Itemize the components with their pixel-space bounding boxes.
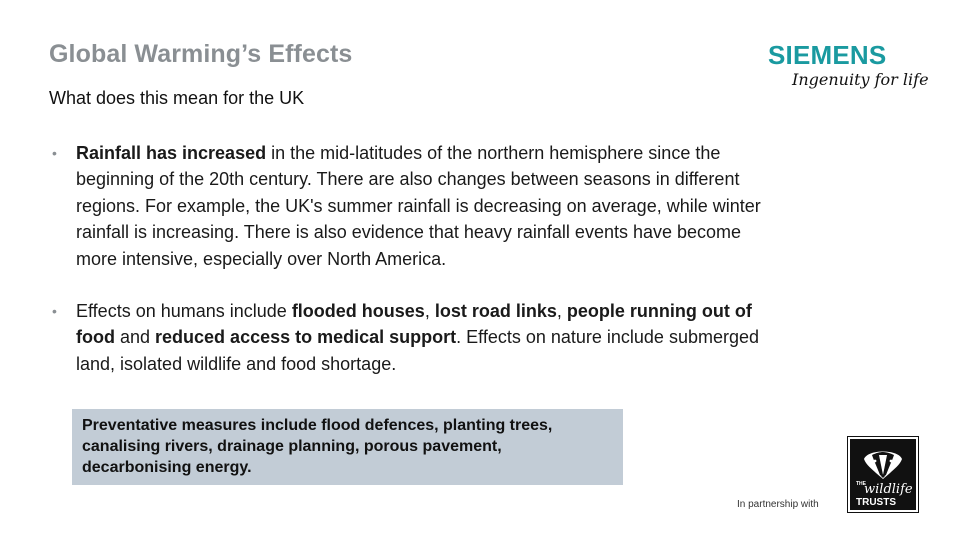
bullet-text-bold: lost road links — [434, 301, 557, 322]
bullet-item-rainfall — [48, 140, 768, 272]
bullet-marker: • — [52, 303, 57, 320]
bullet-text-bold: Rainfall has increased — [76, 143, 267, 163]
partnership-label: In partnership with — [737, 499, 819, 510]
bullet-text-bold: flooded houses — [291, 301, 425, 322]
bullet-text-bold: people running out of food — [76, 301, 752, 348]
siemens-logo — [768, 40, 929, 90]
slide-title: Global Warming’s Effects — [49, 40, 353, 68]
preventative-measures-callout: Preventative measures include flood defences, planting trees, canalising rivers, drainage planning, porous pavement, decarbonising energy. — [72, 409, 623, 485]
bullet-list — [48, 140, 768, 377]
bullet-text-plain: Effects on humans include — [76, 301, 292, 322]
bullet-marker: • — [52, 145, 57, 161]
logo-trusts: TRUSTS — [856, 497, 896, 508]
bullet-text — [76, 301, 759, 374]
bullet-item-effects — [48, 298, 768, 377]
bullet-text-bold: reduced access to medical support — [155, 327, 457, 348]
badger-icon — [850, 439, 916, 510]
bullet-text-plain: . Effects on nature include submerged land, isolated wildlife and food shortage. — [76, 327, 759, 374]
bullet-text-plain: in the mid-latitudes of the northern hemisphere since the beginning of the 20th century. There are also changes between seasons in different regions. For example, the UK's summer rainfall is decreasing on average, while winter rainfall is increasing. There is also evidence that heavy rainfall events have become more intensive, especially over North America. — [76, 143, 761, 269]
bullet-text — [76, 143, 761, 269]
brand-name: SIEMENS — [768, 40, 887, 70]
logo-wildlife: wildlife — [864, 482, 913, 497]
brand-tagline: Ingenuity for life — [792, 70, 929, 89]
bullet-text-plain: , — [556, 301, 567, 322]
slide-subtitle: What does this mean for the UK — [49, 88, 305, 108]
logo-the: THE — [856, 481, 866, 487]
bullet-text-plain: and — [114, 327, 156, 348]
bullet-text-plain: , — [424, 301, 435, 322]
wildlife-trusts-logo — [848, 437, 918, 512]
